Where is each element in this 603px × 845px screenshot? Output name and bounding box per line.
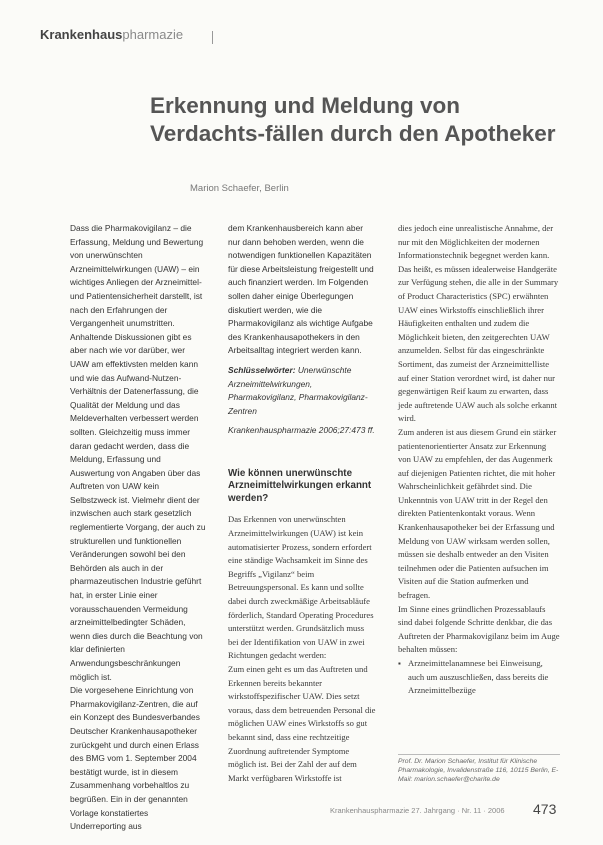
column-1 [70,222,206,834]
keywords [228,364,376,418]
page-number: 473 [533,801,557,817]
column-3 [398,222,560,698]
section-heading: Wie können unerwünschte Arzneimittelwirkungen erkannt werden? [228,467,372,504]
column-2 [228,222,376,785]
paragraph: Im Sinne eines gründlichen Prozessablaufs sind dabei folgende Schritte denkbar, die das Auftreten der Pharmakovigilanz beim im Auge behalten müssen: [398,603,560,655]
keywords-text: Unerwünschte Arzneimittelwirkungen, Pharmakovigilanz, Pharmakovigilanz-Zentren [228,364,368,416]
footnote-divider [398,754,560,755]
article-title: Erkennung und Meldung von Verdachts-fällen durch den Apotheker [150,93,556,146]
paragraph: dies jedoch eine unrealistische Annahme, der nur mit den Möglichkeiten der modernen Informationstechnik begegnet werden kann. Das heißt, es müssen idealerweise Handgeräte zur Verfügung stehen, die alle in der Summary of Product Characteristics (SPC) erwähnten UAW eines Wirkstoffs einschließlich ihrer Häufigkeiten enthalten und zudem die Möglichkeit bieten, den zeitgerechten UAW anzumelden. Selbst für das eingeschränkte Sortiment, das zumeist der Arzneimittelliste auf einer Station verordnet wird, ist daher nur gegenwärtigen Reif kaum zu erwarten, dass jede auftretende UAW auch als solche erkannt wird. [398,223,559,424]
header-divider [212,31,213,44]
page-footer: Krankenhauspharmazie 27. Jahrgang · Nr. 11 · 2006 [330,806,505,815]
paragraph: Das Erkennen von unerwünschten Arzneimittelwirkungen (UAW) ist kein automatisierter Prozess, sondern erfordert eine ständige Wachsamkeit im Sinne des Begriffs „Vigilanz“ beim Betreuungspersonal. Es kann und sollte dabei durch zweckmäßige Arbeitsabläufe förderlich, Standard Operating Procedures unterstützt werden. Grundsätzlich muss bei der Identifikation von UAW in zwei Richtungen gedacht werden: [228,514,374,661]
paragraph: Dass die Pharmakovigilanz – die Erfassung, Meldung und Bewertung von unerwünschten Arzneimittelwirkungen (UAW) – ein wichtiges Anliegen der Arzneimittel- und Patientensicherheit darstellt, ist nach den Erfahrungen der Vergangenheit unumstritten. Anhaltende Diskussionen gibt es aber nach wie vor darüber, wer UAW am effektivsten melden kann und wie das Aufwand-Nutzen-Verhältnis der Datenerfassung, die Qualität der Meldung und das Meldeverhalten verbessert werden sollten. Gleichzeitig muss immer daran gedacht werden, dass die Meldung, Erfassung und Auswertung von Angaben über das Auftreten von UAW kein Selbstzweck ist. Vielmehr dient der inzwischen auch stark gesetzlich reglementierte Vorgang, der auch zu strukturellen und funktionellen Veränderungen sowohl bei den Behörden als auch in der pharmazeutischen Industrie geführt hat, in erster Linie einer vorausschauenden Vermeidung arzneimittelbedingter Schäden, wenn dies durch die Beachtung von klar definierten Anwendungsbeschränkungen möglich ist. [70,223,206,682]
author-affiliation: Prof. Dr. Marion Schaefer, Institut für Klinische Pharmakologie, Invalidenstraße 116, 10115 Berlin, E-Mail: marion.schaefer@charite.de [398,758,559,783]
journal-name-part1: Krankenhaus [40,27,123,42]
author-line: Marion Schaefer, Berlin [190,183,289,194]
citation: Krankenhauspharmazie 2006;27:473 ff. [228,425,375,436]
list-item: ▪ Arzneimittelanamnese bei Einweisung, auch um auszuschließen, dass bereits die Arzneimittelbezüge [398,657,560,698]
paragraph: Zum einen geht es um das Auftreten und Erkennen bereits bekannter wirkstoffspezifischer UAW. Dies setzt voraus, dass dem betreuenden Personal die möglichen UAW eines Wirkstoffs so gut bekannt sind, dass eine rechtzeitige Zuordnung auftretender Symptome möglich ist. Bei der Zahl der auf dem Markt verfügbaren Wirkstoffe ist [228,663,376,783]
paragraph: dem Krankenhausbereich kann aber nur dann behoben werden, wenn die notwendigen funktionellen Kapazitäten für diese Arbeitsleistung freigestellt und auch finanziert werden. Im Folgenden sollen daher einige Überlegungen diskutiert werden, wie die Pharmakovigilanz als wichtige Aufgabe des Krankenhausapothekers in den Arbeitsalltag integriert werden kann. [228,223,374,356]
paragraph: Die vorgesehene Einrichtung von Pharmakovigilanz-Zentren, die auf ein Konzept des Bundesverbandes Deutscher Krankenhausapotheker zurückgeht und durch einen Erlass des BMG vom 1. September 2004 bestätigt wurde, ist in diesem Zusammenhang vorbehaltlos zu begrüßen. Ein in der genannten Vorlage konstatiertes Underreporting aus [70,685,200,832]
paragraph: Zum anderen ist aus diesem Grund ein stärker patientenorientierter Ansatz zur Erkennung von UAW zu empfehlen, der das Augenmerk auf diejenigen Patienten richtet, die mit hoher Wahrscheinlichkeit gefährdet sind. Die Unkenntnis von UAW tritt in der Regel den direkten Patientenkontakt voraus. Wenn Krankenhausapotheker bei der Erfassung und Meldung von UAW wirksam werden sollen, müssen sie deshalb entweder an den Visiten teilnehmen oder die Patienten aufsuchen im Visiten auf die Station aufmerken und befragen. [398,426,557,601]
keywords-label: Schlüsselwörter: [228,364,296,375]
journal-name-part2: pharmazie [122,27,184,42]
journal-header [40,27,183,42]
